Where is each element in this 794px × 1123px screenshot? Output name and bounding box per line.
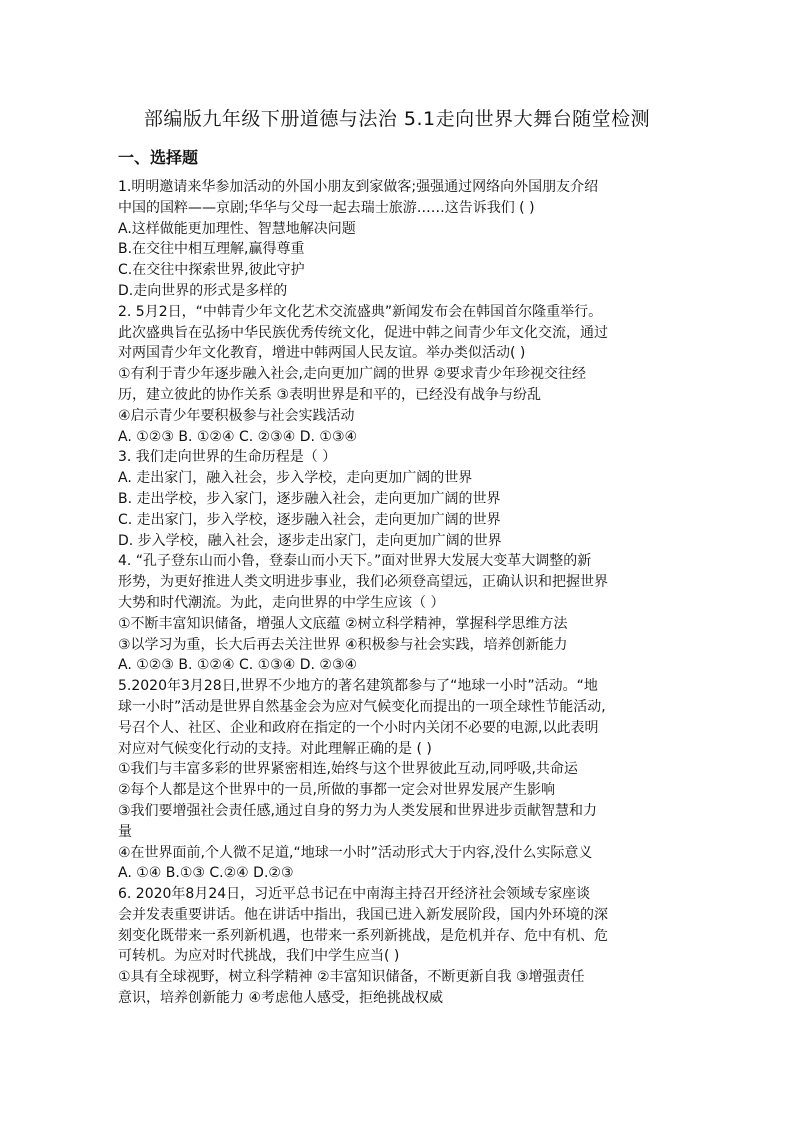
question-line: 可转机。为应对时代挑战，我们中学生应当( ) [118,948,400,965]
question-line: ①我们与丰富多彩的世界紧密相连,始终与这个世界彼此互动,同呼吸,共命运 [118,761,578,778]
question-line: 号召个人、社区、企业和政府在指定的一个小时内关闭不必要的电源,以此表明 [118,719,599,736]
question-line: C. 走出家门，步入学校，逐步融入社会，走向更加广阔的世界 [118,511,501,528]
question-line: 4. “孔子登东山而小鲁，登泰山而小天下。”面对世界大发展大变革大调整的新 [118,553,592,570]
question-line: ①具有全球视野，树立科学精神 ②丰富知识储备，不断更新自我 ③增强责任 [118,969,585,986]
question-line: D. 步入学校，融入社会，逐步走出家门，走向更加广阔的世界 [118,532,502,549]
question-line: ①不断丰富知识储备，增强人文底蕴 ②树立科学精神，掌握科学思维方法 [118,615,568,632]
question-line: A.这样做能更加理性、智慧地解决问题 [118,220,356,237]
question-line: D.走向世界的形式是多样的 [118,282,288,299]
question-line: 历，建立彼此的协作关系 ③表明世界是和平的，已经没有战争与纷乱 [118,386,541,403]
question-line: ③我们要增强社会责任感,通过自身的努力为人类发展和世界进步贡献智慧和力 [118,802,597,819]
question-2 [118,302,682,448]
section-heading: 一、选择题 [118,148,199,167]
question-line: B. 走出学校，步入家门，逐步融入社会，走向更加广阔的世界 [118,490,501,507]
question-line: A. ①②③ B. ①②④ C. ①③④ D. ②③④ [118,657,358,674]
question-line: 会并发表重要讲话。他在讲话中指出，我国已进入新发展阶段，国内外环境的深 [118,906,608,923]
question-line: ①有利于青少年逐步融入社会,走向更加广阔的世界 ②要求青少年珍视交往经 [118,366,587,383]
question-line: 6. 2020年8月24日，习近平总书记在中南海主持召开经济社会领域专家座谈 [118,886,591,903]
question-line: ④启示青少年要积极参与社会实践活动 [118,407,355,424]
question-line: 对两国青少年文化教育，增进中韩两国人民友谊。举办类似活动( ) [118,345,526,362]
question-line: A. ①②③ B. ①②④ C. ②③④ D. ①③④ [118,428,358,445]
question-5 [118,676,682,884]
question-line: B.在交往中相互理解,赢得尊重 [118,241,305,258]
question-line: 1.明明邀请来华参加活动的外国小朋友到家做客;强强通过网络向外国朋友介绍 [118,179,599,195]
question-line: 大势和时代潮流。为此，走向世界的中学生应该（ ） [118,594,445,611]
question-line: 对应对气候变化行动的支持。对此理解正确的是 ( ) [118,740,432,757]
question-4 [118,551,682,676]
question-line: 中国的国粹——京剧;华华与父母一起去瑞士旅游……这告诉我们 ( ) [118,199,535,216]
question-line: 量 [118,823,132,840]
question-line: A. 走出家门，融入社会，步入学校，走向更加广阔的世界 [118,470,473,487]
question-line: 意识，培养创新能力 ④考虑他人感受，拒绝挑战权威 [118,990,443,1007]
question-line: ③以学习为重，长大后再去关注世界 ④积极参与社会实践，培养创新能力 [118,636,568,653]
question-line: 5.2020年3月28日,世界不少地方的著名建筑都参与了“地球一小时”活动。“地 [118,678,598,695]
question-line: C.在交往中探索世界,彼此守护 [118,262,305,279]
question-3 [118,447,682,551]
question-line: ②每个人都是这个世界中的一员,所做的事都一定会对世界发展产生影响 [118,782,555,799]
document-title: 部编版九年级下册道德与法治 5.1走向世界大舞台随堂检测 [143,108,651,130]
question-line: 2. 5月2日，“中韩青少年文化艺术交流盛典”新闻发布会在韩国首尔隆重举行。 [118,303,603,320]
question-line: 刻变化既带来一系列新机遇，也带来一系列新挑战，是危机并存、危中有机、危 [118,927,608,944]
question-list [118,177,682,1009]
question-6 [118,884,682,1009]
question-line: ④在世界面前,个人微不足道,“地球一小时”活动形式大于内容,没什么实际意义 [118,844,593,861]
question-1 [118,177,682,302]
question-line: 3. 我们走向世界的生命历程是（ ） [118,449,337,466]
question-line: 此次盛典旨在弘扬中华民族优秀传统文化，促进中韩之间青少年文化交流，通过 [118,324,608,341]
question-line: 球一小时”活动是世界自然基金会为应对气候变化而提出的一项全球性节能活动, [118,698,606,715]
question-line: A. ①④ B.①③ C.②④ D.②③ [118,865,294,882]
question-line: 形势，为更好推进人类文明进步事业，我们必须登高望远，正确认识和把握世界 [118,574,608,591]
